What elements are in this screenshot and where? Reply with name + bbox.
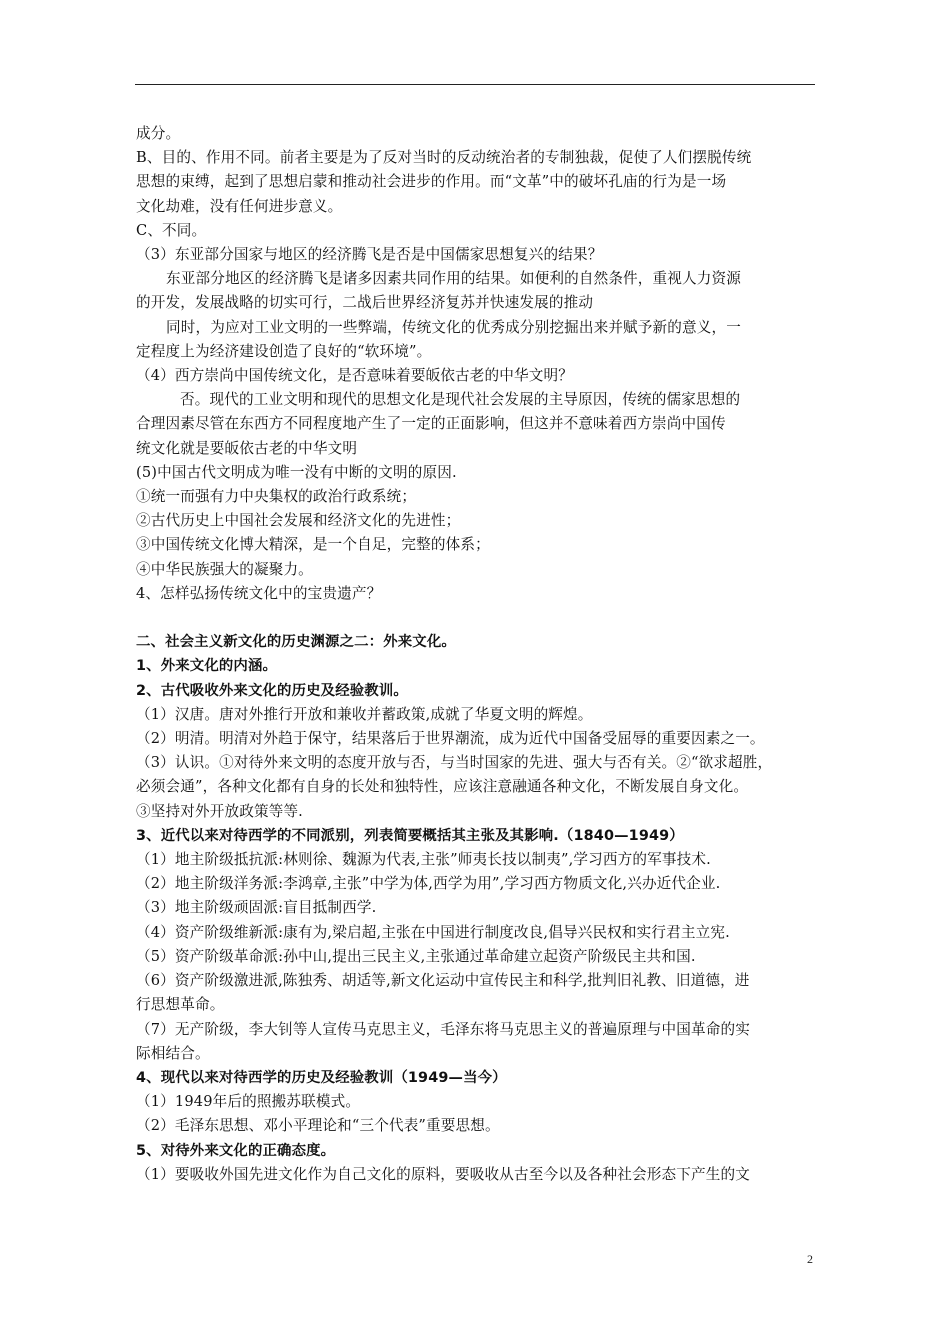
list-item: （4）资产阶级维新派:康有为,梁启超,主张在中国进行制度改良,倡导兴民权和实行君主立宪. <box>136 923 730 941</box>
text-line: 必须会通”，各种文化都有自身的长处和独特性，应该注意融通各种文化，不断发展自身文化。 <box>136 778 749 796</box>
subsection-heading: 1、外来文化的内涵。 <box>136 658 278 675</box>
list-item: ④中华民族强大的凝聚力。 <box>136 560 313 578</box>
text-line: 际相结合。 <box>136 1044 210 1062</box>
text-line: 成分。 <box>136 125 181 142</box>
question-heading: 4、怎样弘扬传统文化中的宝贵遗产？ <box>136 584 382 602</box>
list-item: （7）无产阶级，李大钊等人宣传马克思主义，毛泽东将马克思主义的普遍原理与中国革命的实 <box>136 1020 750 1038</box>
text-line: B、目的、作用不同。前者主要是为了反对当时的反动统治者的专制独裁，促使了人们摆脱传统 <box>136 149 752 167</box>
text-line: 的开发，发展战略的切实可行，二战后世界经济复苏并快速发展的推动 <box>136 294 594 312</box>
header-rule <box>135 84 815 85</box>
list-item: （1）1949年后的照搬苏联模式。 <box>136 1093 361 1111</box>
subsection-heading: 3、近代以来对待西学的不同派别，列表简要概括其主张及其影响.（1840—1949） <box>136 827 684 844</box>
section-heading: 二、社会主义新文化的历史渊源之二：外来文化。 <box>136 634 456 651</box>
text-line: 同时，为应对工业文明的一些弊端，传统文化的优秀成分别挖掘出来并赋予新的意义，一 <box>166 318 742 336</box>
list-item: ③中国传统文化博大精深，是一个自足，完整的体系； <box>136 536 490 554</box>
subsection-heading: 4、现代以来对待西学的历史及经验教训（1949—当今） <box>136 1069 507 1086</box>
list-item: （3）认识。①对待外来文明的态度开放与否，与当时国家的先进、强大与否有关。②“欲求超胜， <box>136 754 773 772</box>
list-item: （6）资产阶级激进派,陈独秀、胡适等,新文化运动中宣传民主和科学,批判旧礼教、旧道德，进 <box>136 972 750 990</box>
text-line: 统文化就是要皈依古老的中华文明 <box>136 439 358 457</box>
text-line: 文化劫难，没有任何进步意义。 <box>136 197 343 215</box>
list-item: （3）地主阶级顽固派:盲目抵制西学. <box>136 899 377 917</box>
list-item: （1）要吸收外国先进文化作为自己文化的原料，要吸收从古至今以及各种社会形态下产生的文 <box>136 1165 750 1183</box>
page-number: 2 <box>807 1252 813 1266</box>
text-line: 合理因素尽管在东西方不同程度地产生了一定的正面影响，但这并不意味着西方崇尚中国传 <box>136 415 726 433</box>
subsection-heading: 5、对待外来文化的正确态度。 <box>136 1142 336 1159</box>
paragraph-gap <box>136 606 816 630</box>
list-item: ②古代历史上中国社会发展和经济文化的先进性； <box>136 512 461 530</box>
question-heading: (5)中国古代文明成为唯一没有中断的文明的原因. <box>136 463 457 481</box>
list-item: （1）地主阶级抵抗派:林则徐、魏源为代表,主张”师夷长技以制夷”,学习西方的军事技术. <box>136 851 711 869</box>
text-line: 否。现代的工业文明和现代的思想文化是现代社会发展的主导原因，传统的儒家思想的 <box>180 391 741 409</box>
list-item: （2）明清。明清对外趋于保守，结果落后于世界潮流，成为近代中国备受屈辱的重要因素之一。 <box>136 730 765 748</box>
text-line: ③坚持对外开放政策等等. <box>136 802 303 820</box>
list-item: （2）毛泽东思想、邓小平理论和“三个代表”重要思想。 <box>136 1117 500 1135</box>
text-line: C、不同。 <box>136 221 207 239</box>
document-body <box>136 122 816 1187</box>
question-heading: （4）西方崇尚中国传统文化，是否意味着要皈依古老的中华文明？ <box>136 367 574 385</box>
list-item: ①统一而强有力中央集权的政治行政系统； <box>136 488 417 506</box>
text-line: 东亚部分地区的经济腾飞是诸多因素共同作用的结果。如便利的自然条件，重视人力资源 <box>166 270 742 288</box>
text-line: 思想的束缚，起到了思想启蒙和推动社会进步的作用。而“文革”中的破坏孔庙的行为是一场 <box>136 173 727 191</box>
question-heading: （3）东亚部分国家与地区的经济腾飞是否是中国儒家思想复兴的结果？ <box>136 246 603 264</box>
text-line: 行思想革命。 <box>136 996 225 1014</box>
list-item: （2）地主阶级洋务派:李鸿章,主张”中学为体,西学为用”,学习西方物质文化,兴办近代企业. <box>136 875 721 893</box>
subsection-heading: 2、古代吸收外来文化的历史及经验教训。 <box>136 682 408 699</box>
list-item: （5）资产阶级革命派:孙中山,提出三民主义,主张通过革命建立起资产阶级民主共和国. <box>136 947 696 965</box>
text-line: 定程度上为经济建设创造了良好的“软环境”。 <box>136 342 432 360</box>
list-item: （1）汉唐。唐对外推行开放和兼收并蓄政策,成就了华夏文明的辉煌。 <box>136 705 593 723</box>
